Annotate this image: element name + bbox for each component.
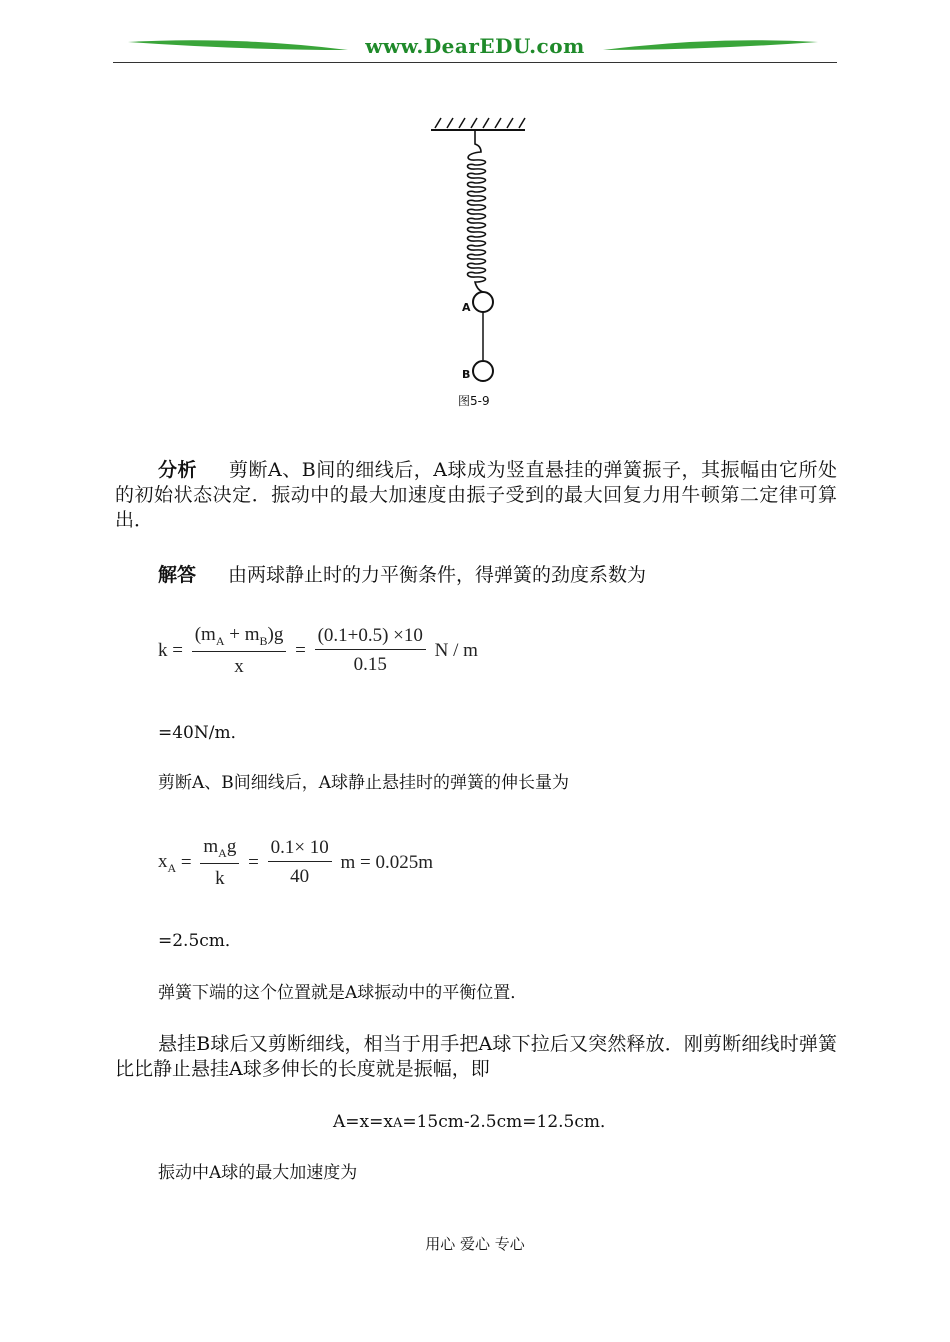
formula-x: $x_A$ = $\frac{m_Ag}{k}$ = $\frac{0.1\times 10}{40}$ m = 0.025m bbox=[158, 836, 434, 889]
page-header bbox=[113, 30, 837, 66]
answer-paragraph bbox=[115, 563, 837, 588]
text-balance: 弹簧下端的这个位置就是A球振动中的平衡位置． bbox=[158, 983, 528, 1003]
spring-figure bbox=[425, 112, 535, 412]
fraction-x1: $\frac{m_Ag}{k}$ bbox=[200, 836, 239, 890]
fraction-k2: $\frac{(0.1+0.5) \times 10}{0.15}$ bbox=[315, 625, 426, 676]
label-a: A bbox=[462, 301, 471, 314]
fraction-k1: $\frac{(m_A + m_B)g}{x}$ bbox=[192, 624, 287, 678]
answer-text: 由两球静止时的力平衡条件，得弹簧的劲度系数为 bbox=[228, 564, 647, 586]
figure-caption: 图5-9 bbox=[458, 394, 490, 408]
site-name: www.DearEDU.com bbox=[365, 34, 585, 58]
text-accel: 振动中A球的最大加速度为 bbox=[158, 1163, 358, 1183]
label-b: B bbox=[462, 368, 471, 381]
header-rule bbox=[113, 62, 837, 63]
result-x: =2.5cm． bbox=[158, 931, 242, 951]
analysis-lead: 分析 bbox=[158, 459, 198, 481]
formula-k: k = $\frac{(m_A + m_B)g}{x}$ = $\frac{(0.1+0.5) \times 10}{0.15}$ N / m bbox=[158, 624, 478, 677]
page-footer: 用心 爱心 专心 bbox=[425, 1235, 525, 1253]
fraction-x2: $\frac{0.1\times 10}{40}$ bbox=[268, 837, 332, 888]
text-amplitude: 悬挂B球后又剪断细线，相当于用手把A球下拉后又突然释放．刚剪断细线时弹簧比比静止悬挂A球多伸长的长度就是振幅，即 bbox=[115, 1033, 837, 1080]
analysis-text: 剪断A、B间的细线后，A球成为竖直悬挂的弹簧振子，其振幅由它所处的初始状态决定．振动中的最大加速度由振子受到的最大回复力用牛顿第二定律可算出． bbox=[115, 459, 837, 531]
text-cut: 剪断A、B间细线后，A球静止悬挂时的弹簧的伸长量为 bbox=[158, 773, 570, 793]
analysis-paragraph bbox=[115, 458, 837, 533]
amplitude-equation: A=x=xA=15cm-2.5cm=12.5cm． bbox=[332, 1112, 618, 1132]
result-k: =40N/m． bbox=[158, 723, 248, 743]
answer-lead: 解答 bbox=[158, 564, 197, 586]
spring-diagram bbox=[425, 112, 535, 412]
